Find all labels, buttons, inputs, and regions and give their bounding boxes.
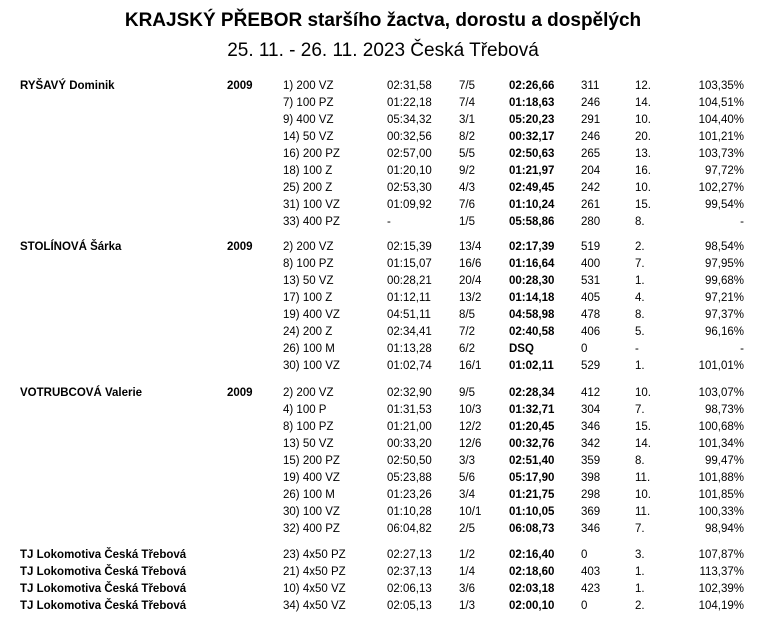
heat-lane: 6/2 (459, 343, 475, 355)
result-row (0, 598, 766, 615)
event-name: 8) 100 PZ (283, 421, 334, 433)
heat-lane: 8/2 (459, 131, 475, 143)
points: 304 (581, 404, 601, 416)
points: 0 (581, 600, 588, 612)
points: 519 (581, 241, 601, 253)
heat-lane: 16/1 (459, 360, 482, 372)
points: 529 (581, 360, 601, 372)
entry-time: 02:57,00 (387, 148, 432, 160)
swimmer-name: TJ Lokomotiva Česká Třebová (20, 600, 187, 612)
result-row (0, 163, 766, 180)
heat-lane: 10/1 (459, 506, 482, 518)
heat-lane: 7/4 (459, 97, 475, 109)
entry-time: 01:10,28 (387, 506, 432, 518)
entry-time: 01:12,11 (387, 292, 431, 304)
heat-lane: 3/1 (459, 114, 475, 126)
percentage: 103,73% (698, 148, 744, 160)
heat-lane: 1/4 (459, 566, 475, 578)
entry-time: 01:09,92 (387, 199, 432, 211)
percentage: 113,37% (699, 566, 744, 578)
rank: 2. (635, 241, 645, 253)
rank: 15. (635, 199, 651, 211)
rank: 8. (635, 455, 645, 467)
result-row (0, 129, 766, 146)
result-row (0, 112, 766, 129)
rank: 11. (635, 506, 651, 518)
percentage: 97,21% (704, 292, 744, 304)
final-time: 01:18,63 (509, 97, 555, 109)
swimmer-votrubcová-results (0, 385, 766, 538)
result-row (0, 180, 766, 197)
points: 478 (581, 309, 601, 321)
entry-time: 00:28,21 (387, 275, 432, 287)
entry-time: 01:02,74 (387, 360, 432, 372)
entry-time: 01:21,00 (387, 421, 432, 433)
swimmer-stolínová-results (0, 239, 766, 375)
heat-lane: 3/4 (459, 489, 475, 501)
relay-results (0, 547, 766, 615)
final-time: 00:28,30 (509, 275, 555, 287)
event-name: 30) 100 VZ (283, 360, 340, 372)
heat-lane: 13/2 (459, 292, 482, 304)
final-time: 01:02,11 (509, 360, 554, 372)
points: 342 (581, 438, 601, 450)
final-time: 02:49,45 (509, 182, 555, 194)
swimmer-name: TJ Lokomotiva Česká Třebová (20, 549, 187, 561)
points: 531 (581, 275, 601, 287)
percentage: 97,95% (704, 258, 744, 270)
rank: 16. (635, 165, 651, 177)
event-name: 19) 400 VZ (283, 309, 340, 321)
event-name: 24) 200 Z (283, 326, 333, 338)
percentage: 102,39% (698, 583, 744, 595)
swimmer-name: TJ Lokomotiva Česká Třebová (20, 583, 187, 595)
page-subtitle: 25. 11. - 26. 11. 2023 Česká Třebová (227, 40, 539, 61)
points: 406 (581, 326, 601, 338)
rank: 10. (635, 387, 651, 399)
result-row (0, 197, 766, 214)
rank: 10. (635, 489, 651, 501)
result-row (0, 453, 766, 470)
final-time: 01:21,75 (509, 489, 555, 501)
heat-lane: 5/5 (459, 148, 475, 160)
final-time: 02:26,66 (509, 80, 555, 92)
rank: 1. (635, 360, 645, 372)
heat-lane: 3/3 (459, 455, 475, 467)
event-name: 18) 100 Z (283, 165, 333, 177)
event-name: 2) 200 VZ (283, 387, 334, 399)
rank: 3. (635, 549, 645, 561)
final-time: 05:20,23 (509, 114, 555, 126)
points: 0 (581, 343, 588, 355)
heat-lane: 3/6 (459, 583, 475, 595)
entry-time: 01:15,07 (387, 258, 432, 270)
final-time: 01:20,45 (509, 421, 555, 433)
heat-lane: 10/3 (459, 404, 482, 416)
event-name: 19) 400 VZ (283, 472, 340, 484)
final-time: 01:32,71 (509, 404, 555, 416)
event-name: 13) 50 VZ (283, 438, 334, 450)
rank: 8. (635, 216, 645, 228)
percentage: 103,07% (698, 387, 744, 399)
percentage: - (740, 343, 744, 355)
percentage: 101,88% (698, 472, 744, 484)
percentage: - (740, 216, 744, 228)
final-time: 02:18,60 (509, 566, 555, 578)
result-row (0, 290, 766, 307)
points: 369 (581, 506, 601, 518)
heat-lane: 7/6 (459, 199, 475, 211)
event-name: 30) 100 VZ (283, 506, 340, 518)
points: 204 (581, 165, 601, 177)
final-time: 01:14,18 (509, 292, 555, 304)
event-name: 21) 4x50 PZ (283, 566, 346, 578)
rank: 7. (635, 404, 645, 416)
heat-lane: 13/4 (459, 241, 482, 253)
points: 412 (581, 387, 601, 399)
points: 265 (581, 148, 601, 160)
entry-time: 02:50,50 (387, 455, 432, 467)
event-name: 14) 50 VZ (283, 131, 334, 143)
points: 359 (581, 455, 601, 467)
final-time: 01:16,64 (509, 258, 555, 270)
event-name: 26) 100 M (283, 489, 335, 501)
final-time: 02:03,18 (509, 583, 555, 595)
final-time: 01:10,24 (509, 199, 555, 211)
event-name: 31) 100 VZ (283, 199, 340, 211)
points: 346 (581, 523, 601, 535)
event-name: 17) 100 Z (283, 292, 333, 304)
rank: 1. (635, 275, 645, 287)
result-row (0, 564, 766, 581)
points: 280 (581, 216, 601, 228)
points: 346 (581, 421, 601, 433)
entry-time: 02:32,90 (387, 387, 432, 399)
event-name: 34) 4x50 VZ (283, 600, 346, 612)
event-name: 26) 100 M (283, 343, 335, 355)
final-time: 02:28,34 (509, 387, 555, 399)
heat-lane: 20/4 (459, 275, 482, 287)
rank: 10. (635, 182, 651, 194)
heat-lane: 9/2 (459, 165, 475, 177)
rank: 7. (635, 258, 645, 270)
swimmer-name: TJ Lokomotiva Česká Třebová (20, 566, 187, 578)
result-row (0, 78, 766, 95)
event-name: 16) 200 PZ (283, 148, 340, 160)
points: 298 (581, 489, 601, 501)
result-row (0, 487, 766, 504)
result-row (0, 470, 766, 487)
result-row (0, 95, 766, 112)
points: 242 (581, 182, 601, 194)
percentage: 97,37% (704, 309, 744, 321)
entry-time: 05:23,88 (387, 472, 432, 484)
event-name: 1) 200 VZ (283, 80, 334, 92)
final-time: 00:32,76 (509, 438, 555, 450)
rank: 15. (635, 421, 651, 433)
points: 246 (581, 131, 601, 143)
result-row (0, 402, 766, 419)
entry-time: 04:51,11 (387, 309, 431, 321)
final-time: 05:17,90 (509, 472, 555, 484)
final-time: 06:08,73 (509, 523, 555, 535)
rank: 2. (635, 600, 645, 612)
points: 423 (581, 583, 601, 595)
event-name: 9) 400 VZ (283, 114, 334, 126)
entry-time: 02:31,58 (387, 80, 432, 92)
result-row (0, 547, 766, 564)
event-name: 32) 400 PZ (283, 523, 340, 535)
result-row (0, 214, 766, 231)
heat-lane: 7/5 (459, 80, 475, 92)
points: 405 (581, 292, 601, 304)
result-row (0, 256, 766, 273)
percentage: 99,47% (704, 455, 744, 467)
swimmer-name: RYŠAVÝ Dominik (20, 80, 115, 92)
rank: 1. (635, 583, 645, 595)
rank: 13. (635, 148, 651, 160)
percentage: 107,87% (698, 549, 744, 561)
final-time: 00:32,17 (509, 131, 555, 143)
result-row (0, 146, 766, 163)
rank: - (635, 343, 639, 355)
event-name: 8) 100 PZ (283, 258, 334, 270)
final-time: 02:00,10 (509, 600, 555, 612)
entry-time: 02:34,41 (387, 326, 432, 338)
rank: 1. (635, 566, 645, 578)
rank: 14. (635, 97, 651, 109)
heat-lane: 8/5 (459, 309, 475, 321)
heat-lane: 5/6 (459, 472, 475, 484)
points: 311 (581, 80, 600, 92)
final-time: 05:58,86 (509, 216, 555, 228)
points: 403 (581, 566, 601, 578)
points: 261 (581, 199, 601, 211)
entry-time: 01:23,26 (387, 489, 432, 501)
entry-time: 02:15,39 (387, 241, 432, 253)
event-name: 4) 100 P (283, 404, 327, 416)
event-name: 7) 100 PZ (283, 97, 334, 109)
percentage: 102,27% (698, 182, 744, 194)
entry-time: 02:27,13 (387, 549, 432, 561)
heat-lane: 4/3 (459, 182, 475, 194)
points: 398 (581, 472, 601, 484)
heat-lane: 1/5 (459, 216, 475, 228)
result-row (0, 341, 766, 358)
rank: 5. (635, 326, 645, 338)
percentage: 101,34% (698, 438, 744, 450)
final-time: 01:21,97 (509, 165, 555, 177)
heat-lane: 12/2 (459, 421, 482, 433)
swimmer-ryšavý-results (0, 78, 766, 231)
entry-time: 01:22,18 (387, 97, 432, 109)
result-row (0, 521, 766, 538)
entry-time: 06:04,82 (387, 523, 432, 535)
points: 400 (581, 258, 601, 270)
rank: 8. (635, 309, 645, 321)
event-name: 25) 200 Z (283, 182, 333, 194)
event-name: 10) 4x50 VZ (283, 583, 346, 595)
result-row (0, 581, 766, 598)
percentage: 104,40% (698, 114, 744, 126)
result-row (0, 385, 766, 402)
entry-time: 02:53,30 (387, 182, 432, 194)
percentage: 101,21% (698, 131, 744, 143)
birth-year: 2009 (227, 387, 253, 399)
event-name: 33) 400 PZ (283, 216, 340, 228)
final-time: 02:50,63 (509, 148, 555, 160)
percentage: 101,01% (698, 360, 744, 372)
entry-time: 02:37,13 (387, 566, 432, 578)
percentage: 99,68% (704, 275, 744, 287)
result-row (0, 307, 766, 324)
rank: 20. (635, 131, 651, 143)
percentage: 96,16% (704, 326, 744, 338)
event-name: 23) 4x50 PZ (283, 549, 346, 561)
page-title: KRAJSKÝ PŘEBOR staršího žactva, dorostu a dospělých (124, 10, 642, 31)
final-time: 02:16,40 (509, 549, 555, 561)
entry-time: - (387, 216, 391, 228)
rank: 4. (635, 292, 645, 304)
final-time: DSQ (509, 343, 534, 355)
percentage: 100,33% (698, 506, 744, 518)
entry-time: 00:33,20 (387, 438, 432, 450)
percentage: 98,54% (704, 241, 744, 253)
percentage: 97,72% (704, 165, 744, 177)
entry-time: 05:34,32 (387, 114, 432, 126)
entry-time: 01:13,28 (387, 343, 432, 355)
result-row (0, 419, 766, 436)
percentage: 100,68% (698, 421, 744, 433)
heat-lane: 2/5 (459, 523, 475, 535)
result-row (0, 436, 766, 453)
entry-time: 01:20,10 (387, 165, 432, 177)
rank: 11. (635, 472, 651, 484)
event-name: 2) 200 VZ (283, 241, 334, 253)
result-row (0, 358, 766, 375)
result-row (0, 239, 766, 256)
percentage: 98,73% (704, 404, 744, 416)
heat-lane: 16/6 (459, 258, 482, 270)
heat-lane: 7/2 (459, 326, 475, 338)
final-time: 02:40,58 (509, 326, 555, 338)
percentage: 98,94% (704, 523, 744, 535)
rank: 12. (635, 80, 651, 92)
final-time: 02:17,39 (509, 241, 555, 253)
rank: 14. (635, 438, 651, 450)
heat-lane: 9/5 (459, 387, 475, 399)
entry-time: 02:06,13 (387, 583, 432, 595)
final-time: 01:10,05 (509, 506, 555, 518)
percentage: 104,51% (698, 97, 744, 109)
percentage: 103,35% (698, 80, 744, 92)
entry-time: 00:32,56 (387, 131, 432, 143)
swimmer-name: VOTRUBCOVÁ Valerie (20, 387, 143, 399)
entry-time: 01:31,53 (387, 404, 432, 416)
rank: 7. (635, 523, 645, 535)
result-row (0, 324, 766, 341)
result-row (0, 273, 766, 290)
percentage: 104,19% (698, 600, 744, 612)
rank: 10. (635, 114, 651, 126)
heat-lane: 1/3 (459, 600, 475, 612)
heat-lane: 12/6 (459, 438, 482, 450)
birth-year: 2009 (227, 241, 253, 253)
points: 0 (581, 549, 588, 561)
swimmer-name: STOLÍNOVÁ Šárka (20, 241, 122, 253)
final-time: 02:51,40 (509, 455, 555, 467)
result-row (0, 504, 766, 521)
points: 291 (581, 114, 601, 126)
event-name: 13) 50 VZ (283, 275, 334, 287)
points: 246 (581, 97, 601, 109)
event-name: 15) 200 PZ (283, 455, 340, 467)
birth-year: 2009 (227, 80, 253, 92)
percentage: 101,85% (698, 489, 744, 501)
heat-lane: 1/2 (459, 549, 475, 561)
percentage: 99,54% (704, 199, 744, 211)
final-time: 04:58,98 (509, 309, 555, 321)
entry-time: 02:05,13 (387, 600, 432, 612)
